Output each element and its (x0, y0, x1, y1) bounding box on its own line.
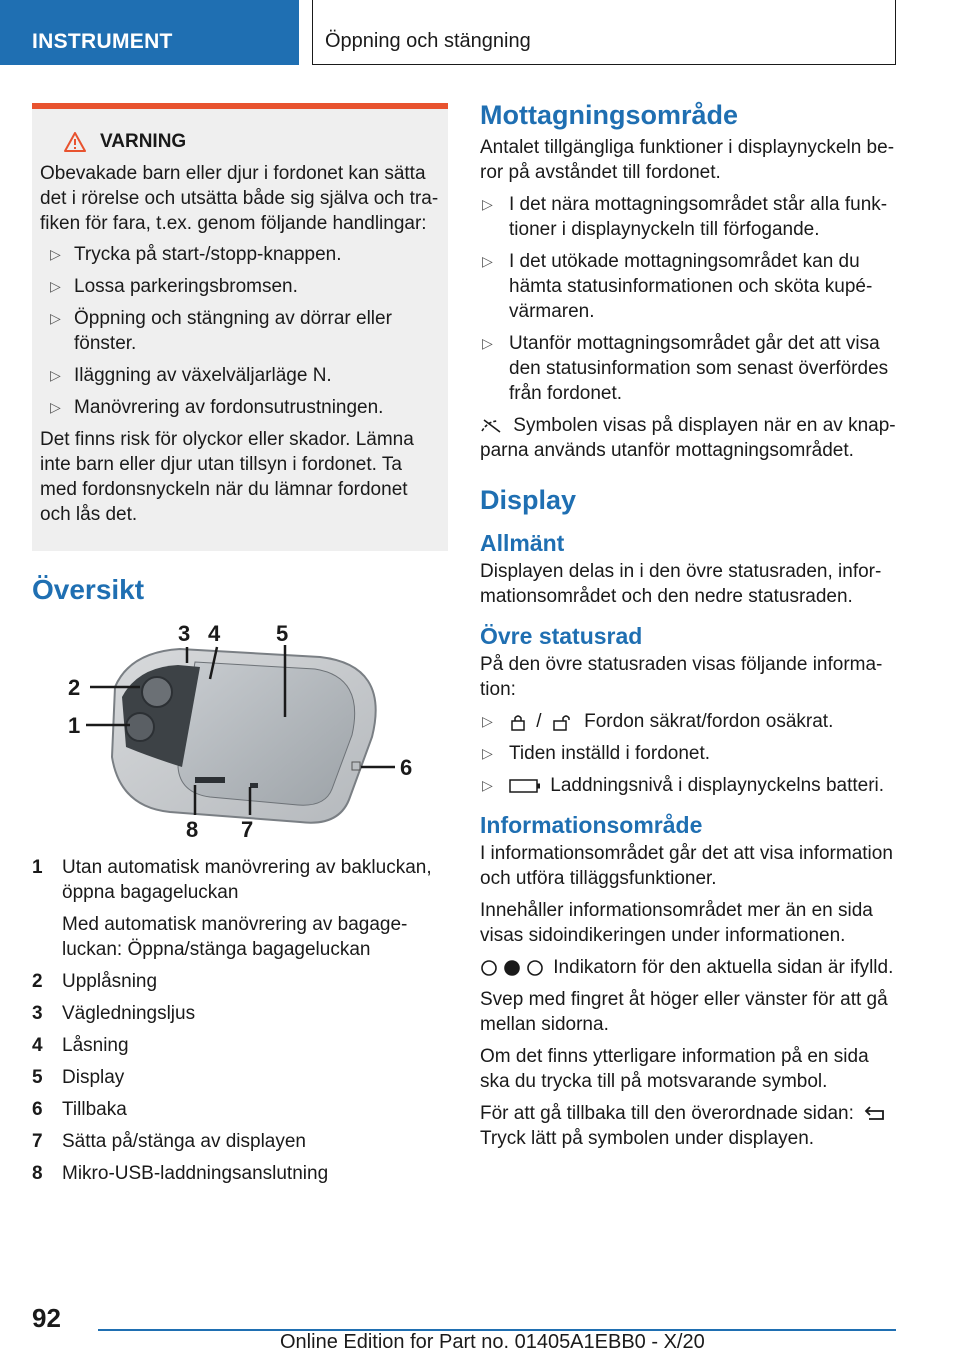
overview-list-item: 5 Display (32, 1067, 125, 1088)
info-area-text-4: Om det finns ytterligare information på en sida ska du trycka till på motsvarande symbol. (480, 1046, 869, 1092)
warning-title-text: VARNING (100, 131, 187, 152)
info-area-text-3: Svep med fingret åt höger eller vänster för att gå mellan sidorna. (480, 989, 888, 1035)
warning-triangle-icon (64, 132, 86, 152)
reception-list-item: ▷ I det utökade mottagningsområdet kan du hämta statusinformationen och sköta kupé-värmaren. (482, 251, 873, 322)
warning-list-item: ▷ Trycka på start-/stopp-knappen. (50, 244, 342, 265)
warning-outro: Det finns risk för olyckor eller skador. Lämna inte barn eller djur utan tillsyn i fordonet. Ta med fordonsnyckeln när du lämnar fordonet och lås det. (40, 429, 414, 525)
reception-list (480, 192, 900, 406)
warning-list (40, 242, 440, 420)
general-heading: Allmänt (480, 530, 565, 556)
upper-statusbar-item: ▷ Laddningsnivå i displaynyckelns batteri. (482, 775, 885, 796)
overview-list-item: 8 Mikro-USB-laddningsanslutning (32, 1163, 329, 1184)
upper-statusbar-item: ▷ Tiden inställd i fordonet. (482, 743, 711, 764)
triangle-bullet-icon: ▷ (482, 745, 493, 761)
info-area-text-6: Tryck lätt på symbolen under displayen. (480, 1128, 815, 1149)
figure-label-7: 7 (241, 817, 254, 842)
battery-icon (509, 779, 541, 793)
triangle-bullet-icon: ▷ (482, 713, 493, 729)
lock-open-icon (551, 713, 575, 731)
figure-label-3: 3 (178, 621, 191, 646)
general-text: Displayen delas in i den övre statusraden, infor-mationsområdet och den nedre statusraden. (480, 561, 882, 607)
upper-statusbar-heading: Övre statusrad (480, 623, 643, 649)
figure-label-4: 4 (208, 621, 221, 646)
reception-heading: Mottagningsområde (480, 100, 739, 130)
reception-list-item: ▷ I det nära mottagningsområdet står alla funk-tioner i displaynyckeln till förfogande. (482, 194, 888, 240)
header-chapter-tab (312, 0, 896, 65)
header-section-tab (0, 0, 299, 65)
warning-list-item: ▷ Öppning och stängning av dörrar eller fönster. (50, 308, 392, 354)
info-area-text-5: För att gå tillbaka till den överordnade sidan: (480, 1101, 900, 1126)
triangle-bullet-icon: ▷ (482, 335, 493, 351)
footer-edition: Online Edition for Part no. 01405A1EBB0 - X/20 (280, 1331, 705, 1353)
warning-list-item: ▷ Lossa parkeringsbromsen. (50, 276, 298, 297)
overview-list-item: 3 Vägledningsljus (32, 1003, 196, 1024)
info-area-heading: Informationsområde (480, 812, 703, 838)
upper-statusbar-intro: På den övre statusraden visas följande informa-tion: (480, 654, 883, 700)
overview-list-item: 2 Upplåsning (32, 971, 158, 992)
overview-list-item: 7 Sätta på/stänga av displayen (32, 1131, 307, 1152)
triangle-bullet-icon: ▷ (50, 367, 61, 383)
figure-label-1: 1 (68, 713, 81, 738)
back-arrow-icon (863, 1106, 887, 1122)
warning-list-item: ▷ Iläggning av växelväljarläge N. (50, 365, 332, 386)
page-indicator-dots-icon (480, 959, 544, 977)
triangle-bullet-icon: ▷ (50, 399, 61, 415)
display-key-figure (60, 617, 420, 842)
triangle-bullet-icon: ▷ (482, 253, 493, 269)
overview-list-item: 4 Låsning (32, 1035, 129, 1056)
figure-label-5: 5 (276, 621, 289, 646)
header-section-label: INSTRUMENT (32, 30, 173, 53)
warning-title (64, 131, 440, 153)
header-chapter-label: Öppning och stängning (325, 30, 531, 52)
display-heading: Display (480, 485, 577, 515)
out-of-range-icon (480, 418, 504, 434)
overview-list-item: 1 Utan automatisk manövrering av bakluckan, öppna bagageluckan Med automatisk manövrering av bagage-luckan: Öppna/stänga bagageluckan (32, 857, 432, 960)
lock-closed-icon (509, 713, 527, 731)
overview-list-item: 6 Tillbaka (32, 1099, 127, 1120)
triangle-bullet-icon: ▷ (50, 278, 61, 294)
overview-heading: Översikt (32, 574, 145, 605)
page-number: 92 (32, 1303, 61, 1333)
triangle-bullet-icon: ▷ (482, 196, 493, 212)
reception-list-item: ▷ Utanför mottagningsområdet går det att visa den statusinformation som senast överfördes från fordonet. (482, 333, 889, 404)
upper-statusbar-list (480, 709, 900, 798)
warning-box (32, 103, 448, 551)
overview-list (32, 855, 452, 1193)
figure-label-6: 6 (400, 755, 413, 780)
info-area-text-2: Innehåller informationsområdet mer än en sida visas sidoindikeringen under informationen. (480, 900, 873, 946)
info-area-text-1: I informationsområdet går det att visa information och utföra tilläggsfunktioner. (480, 843, 893, 889)
warning-intro: Obevakade barn eller djur i fordonet kan sätta det i rörelse och utsätta både sig själva och tra-fiken för fara, t.ex. genom följande handlingar: (40, 163, 439, 234)
warning-list-item: ▷ Manövrering av fordonsutrustningen. (50, 397, 384, 418)
triangle-bullet-icon: ▷ (50, 310, 61, 326)
reception-intro: Antalet tillgängliga funktioner i displaynyckeln be-ror på avståndet till fordonet. (480, 137, 895, 183)
right-column (480, 100, 900, 1158)
triangle-bullet-icon: ▷ (50, 246, 61, 262)
upper-statusbar-item: ▷ / Fordon säkrat/fordon osäkrat. (482, 711, 834, 732)
figure-label-8: 8 (186, 817, 199, 842)
page-indicator-note: Indikatorn för den aktuella sidan är ifylld. (480, 955, 900, 980)
reception-symbol-note: Symbolen visas på displayen när en av knap-parna används utanför mottagningsområdet. (480, 415, 896, 461)
triangle-bullet-icon: ▷ (482, 777, 493, 793)
figure-label-2: 2 (68, 675, 81, 700)
